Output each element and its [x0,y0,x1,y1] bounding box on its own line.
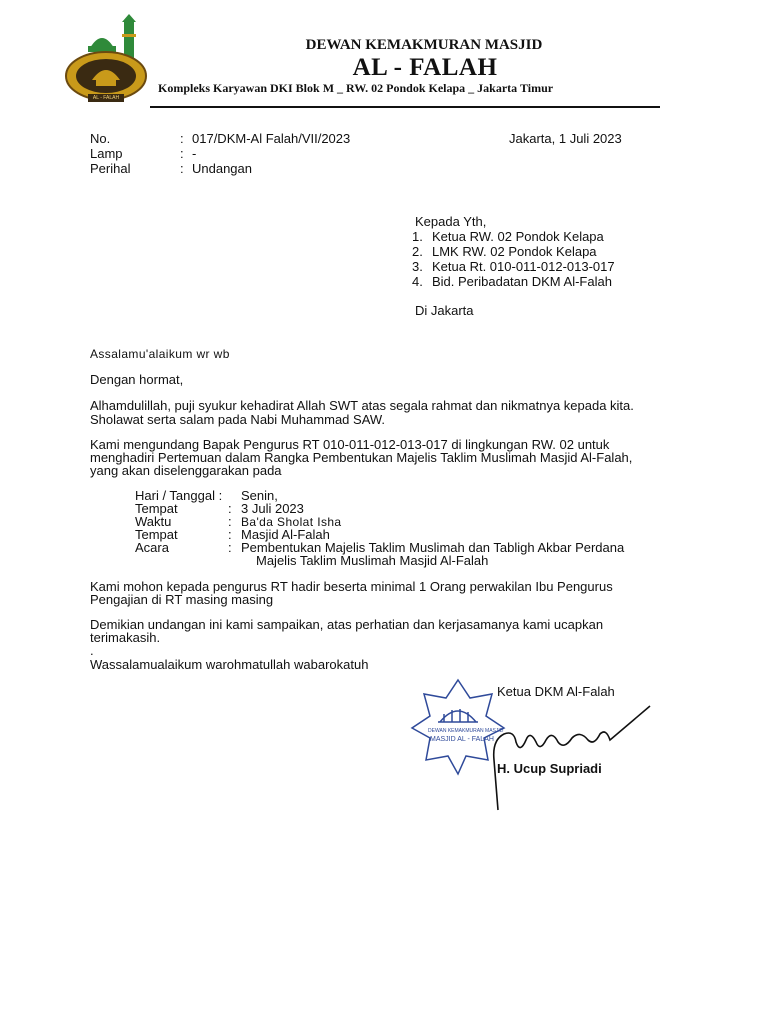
subject-value: Undangan [192,161,252,176]
place-date: Jakarta, 1 Juli 2023 [509,131,622,146]
stray-dot: . [90,643,94,658]
paragraph-line: Alhamdulillah, puji syukur kehadirat Allah SWT atas segala rahmat dan nikmatnya kepada kita. [90,398,634,413]
subject-label: Perihal [90,161,131,176]
stamp-line1: DEWAN KEMAKMURAN MASJID [428,728,504,734]
event-agenda-label: Acara [135,540,169,555]
recipients-location: Di Jakarta [415,303,474,318]
event-agenda-line: Pembentukan Majelis Taklim Muslimah dan Tabligh Akbar Perdana [241,540,625,555]
recipient-item [412,259,615,274]
recipient-text: LMK RW. 02 Pondok Kelapa [432,244,597,259]
event-place2-label: Tempat [135,527,178,542]
recipient-text: Ketua Rt. 010-011-012-013-017 [432,259,615,274]
number-value: 017/DKM-Al Falah/VII/2023 [192,131,351,146]
recipient-number: 2. [412,244,423,259]
recipient-number: 1. [412,229,423,244]
lamp-label: Lamp [90,146,123,161]
event-date-value: 3 Juli 2023 [241,501,304,516]
handwritten-signature [480,700,660,820]
recipient-item [412,229,604,244]
paragraph-line: Demikian undangan ini kami sampaikan, atas perhatian dan kerjasamanya kami ucapkan [90,617,604,632]
closing: Wassalamualaikum warohmatullah wabarokatuh [90,657,369,672]
paragraph-line: Kami mengundang Bapak Pengurus RT 010-011-012-013-017 di lingkungan RW. 02 untuk [90,437,610,452]
recipient-number: 4. [412,274,423,289]
event-place2-value: Masjid Al-Falah [241,527,330,542]
paragraph-line: Sholawat serta salam pada Nabi Muhammad SAW. [90,412,386,427]
number-sep: : [180,131,184,146]
recipient-item [412,274,612,289]
salutation: Dengan hormat, [90,372,184,387]
event-time-label: Waktu [135,514,172,529]
event-day-value: Senin, [241,488,278,503]
event-sep: : [228,501,232,516]
org-address: Kompleks Karyawan DKI Blok M _ RW. 02 Pondok Kelapa _ Jakarta Timur [158,81,554,95]
greeting: Assalamu'alaikum wr wb [90,347,230,361]
event-day-label: Hari / Tanggal : [135,488,223,503]
event-time-value: Ba'da Sholat Isha [241,515,342,529]
recipient-text: Bid. Peribadatan DKM Al-Falah [432,274,612,289]
recipient-item [412,244,597,259]
stamp-line2: MASJID AL - FALAH [430,736,494,743]
event-place-label: Tempat [135,501,178,516]
paragraph-line: Kami mohon kepada pengurus RT hadir beserta minimal 1 Orang perwakilan Ibu Pengurus [90,579,613,594]
event-sep: : [228,540,232,555]
event-agenda-line: Majelis Taklim Muslimah Masjid Al-Falah [256,553,489,568]
org-name: DEWAN KEMAKMURAN MASJID [305,37,543,53]
paragraph-line: yang akan diselenggarakan pada [90,463,282,478]
recipient-text: Ketua RW. 02 Pondok Kelapa [432,229,604,244]
recipient-number: 3. [412,259,423,274]
paragraph-line: Pengajian di RT masing masing [90,592,274,607]
recipients-heading: Kepada Yth, [415,214,487,229]
header-divider [150,106,660,108]
lamp-sep: : [180,146,184,161]
org-title: AL - FALAH [352,54,498,81]
event-sep: : [228,514,232,529]
signature-role: Ketua DKM Al-Falah [497,684,615,699]
logo-label: AL - FALAH [92,95,120,101]
paragraph-line: terimakasih. [90,630,161,645]
lamp-value: - [192,146,197,161]
subject-sep: : [180,161,184,176]
paragraph-line: menghadiri Pertemuan dalam Rangka Pembentukan Majelis Taklim Muslimah Masjid Al-Falah, [90,450,633,465]
signature-name: H. Ucup Supriadi [497,761,602,776]
event-sep: : [228,527,232,542]
number-label: No. [90,131,111,146]
